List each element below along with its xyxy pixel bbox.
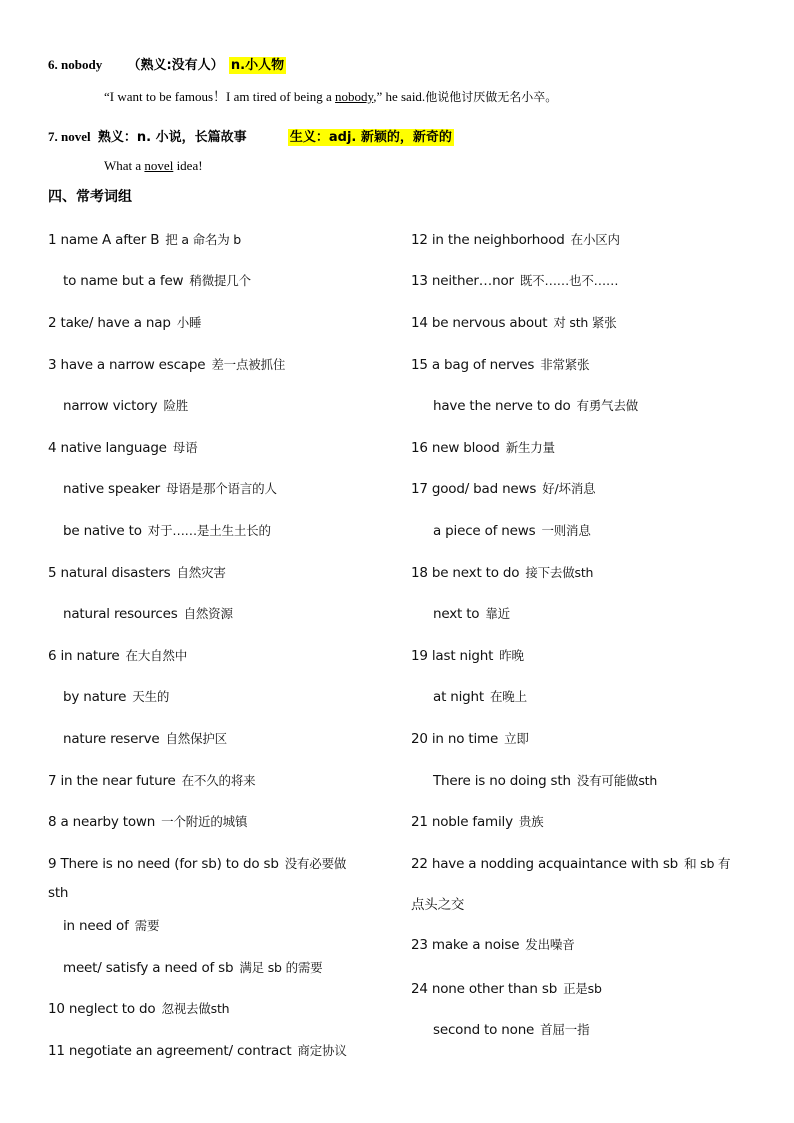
example-keyword: nobody [335, 89, 374, 104]
phrase-item: 15 a bag of nerves 非常紧张 [411, 357, 590, 373]
phrase-item: 24 none other than sb 正是sb [411, 981, 602, 997]
section-title: 四、常考词组 [48, 189, 132, 205]
example-sentence: “I want to be famous！I am tired of being a nobody,” he said.他说他讨厌做无名小卒。 [104, 89, 558, 104]
phrase-item: 19 last night 昨晚 [411, 648, 524, 664]
phrase-item: 13 neither…nor 既不……也不…… [411, 273, 619, 289]
phrase-item: sth [48, 885, 69, 901]
example-sentence: What a novel idea! [104, 158, 203, 173]
phrase-item: second to none 首屈一指 [433, 1022, 590, 1038]
phrase-item: 10 neglect to do 忽视去做sth [48, 1001, 230, 1017]
phrase-item: meet/ satisfy a need of sb 满足 sb 的需要 [63, 960, 323, 976]
phrase-item: 5 natural disasters 自然灾害 [48, 565, 226, 581]
phrase-item: to name but a few 稍微提几个 [63, 273, 251, 289]
phrase-item: 12 in the neighborhood 在小区内 [411, 232, 620, 248]
phrase-item: 2 take/ have a nap 小睡 [48, 315, 202, 331]
phrase-item: at night 在晚上 [433, 689, 527, 705]
phrase-item: 23 make a noise 发出噪音 [411, 937, 575, 953]
phrase-item: narrow victory 险胜 [63, 398, 189, 414]
phrase-item: have the nerve to do 有勇气去做 [433, 398, 639, 414]
phrase-item: 14 be nervous about 对 sth 紧张 [411, 315, 617, 331]
phrase-item: 4 native language 母语 [48, 440, 198, 456]
example-translation: 他说他讨厌做无名小卒。 [425, 90, 558, 104]
phrase-item: 7 in the near future 在不久的将来 [48, 773, 256, 789]
phrase-item: next to 靠近 [433, 606, 510, 622]
phrase-item: in need of 需要 [63, 918, 160, 934]
phrase-item: 20 in no time 立即 [411, 731, 529, 747]
vocab-entry-nobody [48, 54, 286, 73]
phrase-item: 点头之交 [411, 897, 465, 913]
phrase-item: 21 noble family 贵族 [411, 814, 544, 830]
phrase-item: nature reserve 自然保护区 [63, 731, 227, 747]
vocab-entry-novel [48, 126, 454, 145]
new-meaning-highlight: 生义：adj. 新颖的，新奇的 [289, 130, 452, 145]
vocab-word: 6. nobody [48, 57, 103, 72]
phrase-item: 16 new blood 新生力量 [411, 440, 555, 456]
phrase-item: 8 a nearby town 一个附近的城镇 [48, 814, 248, 830]
example-keyword: novel [144, 158, 174, 173]
phrase-item: 22 have a nodding acquaintance with sb 和 sb 有 [411, 856, 731, 872]
phrase-item: 17 good/ bad news 好/坏消息 [411, 481, 596, 497]
familiar-meaning: 熟义：n. 小说，长篇故事 [97, 130, 247, 145]
phrase-item: 18 be next to do 接下去做sth [411, 565, 594, 581]
phrase-item: be native to 对于……是土生土长的 [63, 523, 271, 539]
phrase-item: 11 negotiate an agreement/ contract 商定协议 [48, 1043, 347, 1059]
phrase-item: There is no doing sth 没有可能做sth [433, 773, 658, 789]
phrase-item: 6 in nature 在大自然中 [48, 648, 188, 664]
phrase-item: native speaker 母语是那个语言的人 [63, 481, 277, 497]
vocab-word: 7. novel [48, 129, 91, 144]
phrase-item: natural resources 自然资源 [63, 606, 233, 622]
phrase-item: 3 have a narrow escape 差一点被抓住 [48, 357, 286, 373]
familiar-meaning: （熟义:没有人） [127, 58, 224, 73]
new-meaning-highlight: n.小人物 [230, 58, 285, 73]
phrase-item: 9 There is no need (for sb) to do sb 没有必要做 [48, 856, 347, 872]
phrase-item: 1 name A after B 把 a 命名为 b [48, 232, 241, 248]
phrase-item: by nature 天生的 [63, 689, 170, 705]
phrase-item: a piece of news 一则消息 [433, 523, 591, 539]
